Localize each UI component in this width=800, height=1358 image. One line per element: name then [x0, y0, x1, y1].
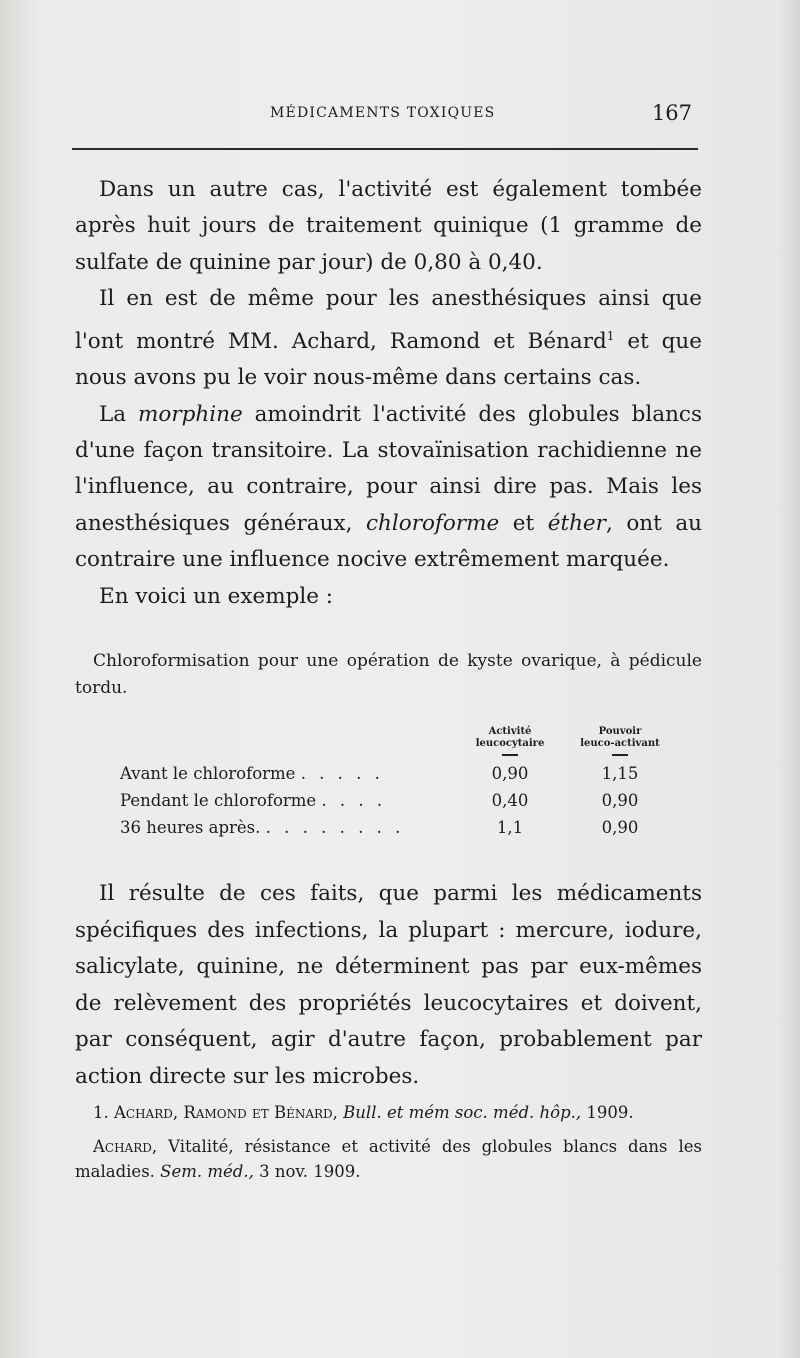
- table-intro-text: Chloroformisation pour une opération de kyste ovarique, à pédicule tordu.: [75, 651, 702, 698]
- table-row: [120, 760, 680, 787]
- row-label-text: 36 heures après.: [120, 817, 261, 837]
- cell-activite: 0,40: [491, 790, 529, 810]
- footnotes: [75, 1100, 702, 1193]
- running-title: MÉDICAMENTS TOXIQUES: [270, 105, 496, 121]
- term-ether: éther: [547, 510, 606, 536]
- row-label: [120, 760, 460, 787]
- leader-dots: . . . . .: [300, 763, 384, 783]
- paragraph-2-text: Il en est de même pour les anesthésiques ainsi que l'ont montré MM. Achard, Ramond et Bénard: [75, 286, 702, 354]
- cell-pouvoir: 1,15: [601, 763, 639, 783]
- table-row: [120, 787, 680, 814]
- footnote-1: [75, 1100, 702, 1125]
- header-activite-line2: leucocytaire: [475, 738, 545, 749]
- term-morphine: morphine: [138, 401, 243, 427]
- footnote-2-author: Achard,: [93, 1137, 158, 1156]
- cell-pouvoir: 0,90: [601, 817, 639, 837]
- footnote-1-number: 1.: [93, 1103, 109, 1122]
- cell-pouvoir: 0,90: [601, 790, 639, 810]
- row-label-text: Pendant le chloroforme: [120, 790, 317, 810]
- paragraph-4: En voici un exemple :: [99, 583, 334, 609]
- cell-activite: 0,90: [491, 763, 529, 783]
- leader-dots: . . . . . . . .: [265, 817, 405, 837]
- paragraph-2: [75, 281, 702, 396]
- paragraph-3-text-d: , ont au contraire une influence nocive extrêmement marquée.: [75, 510, 702, 573]
- footnote-2-text: Vitalité, résistance et activité des globules blancs dans les maladies.: [75, 1137, 702, 1181]
- footnote-1-authors: Achard, Ramond et Bénard,: [114, 1103, 338, 1122]
- footnote-2-journal: Sem. méd.,: [160, 1162, 254, 1181]
- header-pouvoir: [560, 726, 680, 760]
- paragraph-3-text-a: La: [99, 401, 139, 427]
- table-intro: [75, 648, 702, 702]
- leader-dots: . . . .: [321, 790, 387, 810]
- table-row: [120, 814, 680, 841]
- footnote-1-year: 1909.: [586, 1103, 634, 1122]
- cell-activite: 1,1: [496, 817, 524, 837]
- main-text: [75, 172, 702, 615]
- header-pouvoir-line1: Pouvoir: [598, 726, 642, 737]
- row-label-text: Avant le chloroforme: [120, 763, 296, 783]
- row-label: [120, 787, 460, 814]
- paragraph-2-text-end: et que nous avons pu le voir nous-même dans certains cas.: [75, 328, 702, 391]
- row-label: [120, 814, 460, 841]
- table-header-row: [120, 726, 680, 760]
- footnote-2: [75, 1134, 702, 1184]
- conclusion-text: [75, 876, 702, 1095]
- header-dash: [502, 754, 518, 756]
- footnote-1-journal: Bull. et mém soc. méd. hôp.,: [343, 1103, 582, 1122]
- page-number: 167: [651, 101, 692, 125]
- paragraph-3: [75, 397, 702, 579]
- page-header: [80, 103, 700, 131]
- header-activite-line1: Activité: [488, 726, 532, 737]
- header-dash: [612, 754, 628, 756]
- header-activite: [460, 726, 560, 760]
- paragraph-3-text-c: et: [499, 510, 548, 536]
- header-blank: [120, 726, 460, 760]
- leucocyte-table: [120, 726, 680, 841]
- conclusion-paragraph: Il résulte de ces faits, que parmi les médicaments spécifiques des infections, la plupart : mercure, iodure, salicylate, quinine, ne déterminent pas par eux-mêmes de relèvement des propriétés leucocytaires et doivent, par conséquent, agir d'autre façon, probablement par action directe sur les microbes.: [75, 881, 702, 1089]
- header-pouvoir-line2: leuco-activant: [580, 738, 660, 749]
- term-chloroforme: chloroforme: [366, 510, 500, 536]
- paragraph-1: Dans un autre cas, l'activité est également tombée après huit jours de traitement quinique (1 gramme de sulfate de quinine par jour) de 0,80 à 0,40.: [75, 177, 702, 275]
- footnote-ref-1: 1: [606, 328, 615, 343]
- paragraph-3-text-b: amoindrit l'activité des globules blancs d'une façon transitoire. La stovaïnisation rachidienne ne l'influence, au contraire, pour ainsi dire pas. Mais les anesthésiques généraux,: [75, 401, 702, 536]
- header-rule: [72, 148, 698, 150]
- footnote-2-date: 3 nov. 1909.: [253, 1162, 361, 1181]
